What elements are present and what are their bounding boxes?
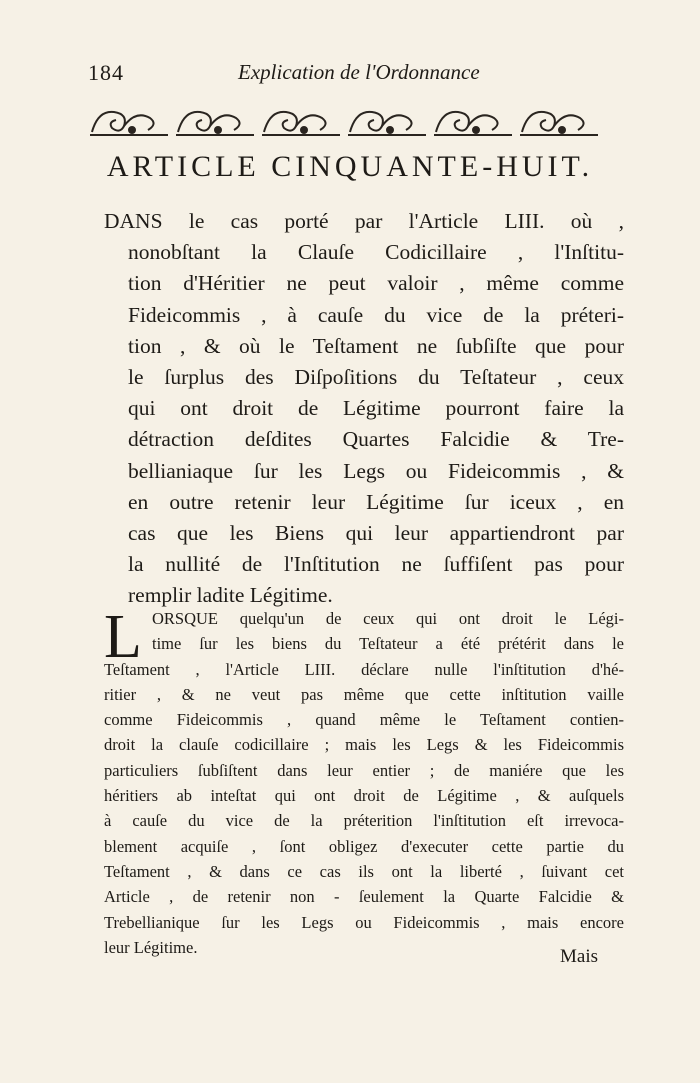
commentary-line: Article , de retenir non - ſeulement la Quarte Falcidie & <box>104 887 624 907</box>
article-line: détraction deſdites Quartes Falcidie & Tre- <box>128 427 624 452</box>
running-title: Explication de l'Ordonnance <box>238 60 480 84</box>
commentary-line: particuliers ſubſiſtent dans leur entier ; de maniére que les <box>104 760 624 780</box>
commentary-line: time ſur les biens du Teſtateur a été prétérit dans le <box>152 634 624 654</box>
article-line: cas que les Biens qui leur appartiendront par <box>128 520 624 545</box>
article-text <box>104 206 624 611</box>
article-line: bellianiaque ſur les Legs ou Fideicommis , & <box>128 458 624 483</box>
article-line: le ſurplus des Diſpoſitions du Teſtateur , ceux <box>128 364 624 389</box>
article-line: en outre retenir leur Légitime ſur iceux , en <box>128 489 624 514</box>
commentary-line: droit la clauſe codicillaire ; mais les Legs & les Fideicommis <box>104 735 624 755</box>
commentary-line: Teſtament , l'Article LIII. déclare nulle l'inſtitution d'hé- <box>104 659 624 679</box>
article-line: remplir ladite Légitime. <box>128 583 333 608</box>
commentary-line: comme Fideicommis , quand même le Teſtament contien- <box>104 710 624 730</box>
page-number: 184 <box>88 60 124 85</box>
commentary-line: à cauſe du vice de la préterition l'inſtitution eſt irrevoca- <box>104 811 624 831</box>
article-line: DANS le cas porté par l'Article LIII. où , <box>104 209 624 233</box>
commentary-line: blement acquiſe , ſont obligez d'executer cette partie du <box>104 836 624 856</box>
article-title: ARTICLE CINQUANTE-HUIT. <box>106 150 594 183</box>
article-line: qui ont droit de Légitime pourront faire la <box>128 396 624 421</box>
running-head <box>88 60 608 90</box>
article-line: la nullité de l'Inſtitution ne ſuffiſent pas pour <box>128 552 624 577</box>
commentary-line: leur Légitime. <box>104 937 198 957</box>
commentary-line: Trebellianique ſur les Legs ou Fideicommis , mais encore <box>104 912 624 932</box>
article-line: nonobſtant la Clauſe Codicillaire , l'Inſtitu- <box>128 240 624 265</box>
commentary-line: ORSQUE quelqu'un de ceux qui ont droit le Légi- <box>152 609 624 628</box>
drop-cap: L <box>104 603 142 671</box>
article-line: tion d'Héritier ne peut valoir , même comme <box>128 271 624 296</box>
scroll-vine-ornament-icon <box>88 104 614 138</box>
commentary-line: Teſtament , & dans ce cas ils ont la liberté , ſuivant cet <box>104 861 624 881</box>
article-line: Fideicommis , à cauſe du vice de la préteri- <box>128 302 624 327</box>
article-line: tion , & où le Teſtament ne ſubſiſte que pour <box>128 333 624 358</box>
commentary-text <box>104 603 624 960</box>
catchword: Mais <box>560 946 598 967</box>
commentary-line: héritiers ab inteſtat qui ont droit de Légitime , & auſquels <box>104 786 624 806</box>
commentary-line: ritier , & ne veut pas même que cette inſtitution vaille <box>104 684 624 704</box>
